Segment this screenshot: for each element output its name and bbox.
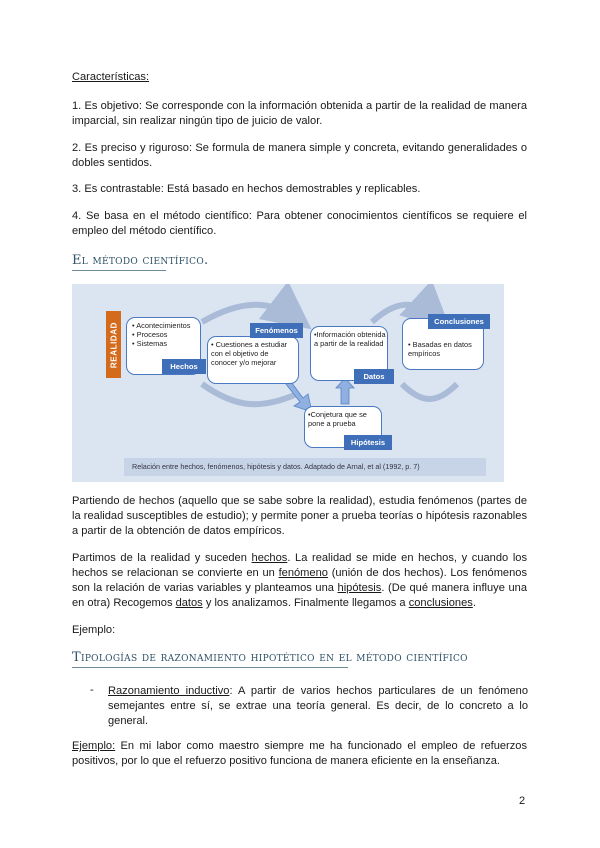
hipotesis-label: Hipótesis [344,435,392,450]
arrow-to-datos [336,378,354,404]
ejemplo-label: Ejemplo: [72,624,116,636]
bullet-text: : A partir de varios hechos particulares de un fenómeno semejantes entre sí, se extrae una teoría general. Es decir, de lo concreto a lo general. [108,685,529,727]
page-number: 2 [519,795,526,807]
datos-text: •Información obtenida a partir de la realidad [314,330,386,348]
fenomenos-label: Fenómenos [250,323,303,338]
hipotesis-description: Conjetura que se pone a prueba [308,410,367,428]
conclusiones-description: Basadas en datos empíricos [408,340,472,358]
datos-description: Información obtenida a partir de la realidad [314,330,386,348]
text-run: . [472,597,476,609]
text-run: . La realidad se mide en hechos, y cuando los hechos se relacionan se convierte en un [72,552,528,579]
term-inductivo: Razonamiento inductivo [108,685,230,697]
term-conclusiones: conclusiones [408,597,473,609]
caracteristica-item: 4. Se basa en el método científico: Para obtener conocimientos científicos se requiere el empleo del método científico. [72,210,527,237]
section-heading: El método científico. [72,253,209,268]
paragraph: Partiendo de hechos (aquello que se sabe sobre la realidad), estudia fenómenos (partes de la realidad susceptibles de estudio); y permite poner a prueba teorías o hipótesis razonables a partir de la obtención de datos empíricos. [72,495,527,537]
hechos-item: Acontecimientos [136,321,191,330]
bullet-dash: - [90,684,94,696]
hipotesis-text: •Conjetura que se pone a prueba [308,410,367,428]
realidad-label: REALIDAD [109,321,118,368]
hechos-item: Sistemas [136,339,168,348]
paragraph [72,551,527,611]
ejemplo-paragraph [72,739,527,769]
term-hechos: hechos [251,552,288,564]
ejemplo-label: Ejemplo: [72,740,116,752]
term-hipotesis: hipótesis [337,582,382,594]
section-heading: Tipologías de razonamiento hipotético en el método científico [72,650,468,665]
text-run: Partimos de la realidad y suceden [72,552,252,564]
caracteristica-item: 2. Es preciso y riguroso: Se formula de manera simple y concreta, evitando generalidades o dobles sentidos. [72,142,527,169]
bullet-item [108,684,528,729]
method-diagram [72,284,504,482]
heading-underline [72,667,348,668]
fenomenos-description: Cuestiones a estudiar con el objetivo de conocer y/o mejorar [211,340,288,367]
term-fenomeno: fenómeno [278,567,328,579]
figure-caption: Relación entre hechos, fenómenos, hipótesis y datos. Adaptado de Arnal, et al (1992, p. 7) [124,458,486,476]
datos-label: Datos [354,369,394,384]
text-run: . (De qué manera influye una en otra) Recogemos [72,582,527,609]
hechos-list: • Acontecimientos • Procesos • Sistemas [132,321,191,348]
cycle-arrow [202,305,302,322]
cycle-arrow [402,384,457,399]
heading-underline [72,270,166,271]
text-run: (unión de dos hechos). Los fenómenos son la relación de varias variables y planteamos una [72,567,527,594]
caracteristica-item: 3. Es contrastable: Está basado en hechos demostrables y replicables. [72,183,421,195]
ejemplo-text: En mi labor como maestro siempre me ha funcionado el empleo de refuerzos positivos, por lo que el refuerzo positivo funciona de manera eficiente en la enseñanza. [72,740,527,767]
cycle-arrow [202,384,297,404]
realidad-bar [106,311,121,378]
conclusiones-text: • Basadas en datos empíricos [408,340,472,358]
term-datos: datos [175,597,203,609]
hechos-label: Hechos [162,359,206,374]
caracteristica-item: 1. Es objetivo: Se corresponde con la información obtenida a partir de la realidad de manera imparcial, sin realizar ningún tipo de juicio de valor. [72,100,527,127]
caracteristicas-title: Características: [72,71,150,83]
conclusiones-label: Conclusiones [428,314,490,329]
hechos-item: Procesos [136,330,168,339]
text-run: y los analizamos. Finalmente llegamos a [202,597,409,609]
fenomenos-text: • Cuestiones a estudiar con el objetivo de conocer y/o mejorar [211,340,288,367]
